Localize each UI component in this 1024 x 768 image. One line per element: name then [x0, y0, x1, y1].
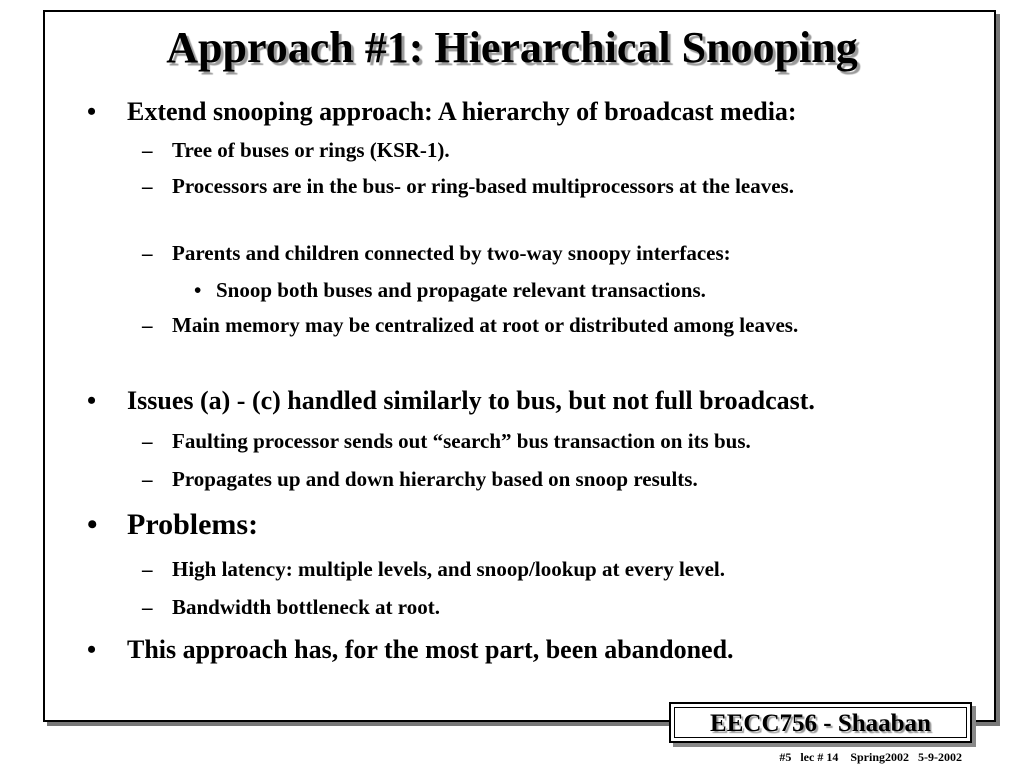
- dash-marker: –: [142, 174, 153, 198]
- bullet-text: Problems:: [127, 508, 259, 541]
- dash-marker: –: [142, 595, 153, 619]
- sub-bullet-text: Tree of buses or rings (KSR-1).: [172, 138, 450, 162]
- sub-bullet-text: Faulting processor sends out “search” bus transaction on its bus.: [172, 429, 751, 453]
- dash-marker: –: [142, 429, 153, 453]
- bullet-marker: •: [87, 386, 97, 415]
- bullet-marker: •: [87, 635, 97, 664]
- author-badge-label: EECC756 - Shaaban: [674, 707, 967, 738]
- sub-bullet-text: Bandwidth bottleneck at root.: [172, 595, 440, 619]
- author-badge: [669, 702, 972, 743]
- sub-sub-bullet-text: Snoop both buses and propagate relevant transactions.: [216, 278, 706, 302]
- bullet-text: Issues (a) - (c) handled similarly to bus, but not full broadcast.: [127, 386, 815, 415]
- sub-bullet-text: Processors are in the bus- or ring-based multiprocessors at the leaves.: [172, 174, 794, 198]
- sub-bullet-text: Parents and children connected by two-way snoopy interfaces:: [172, 241, 731, 265]
- sub-bullet-text: Main memory may be centralized at root or distributed among leaves.: [172, 313, 799, 337]
- dash-marker: –: [142, 241, 153, 265]
- dash-marker: –: [142, 467, 153, 491]
- slide-footer: #5 lec # 14 Spring2002 5-9-2002: [779, 750, 962, 764]
- bullet-text: Extend snooping approach: A hierarchy of broadcast media:: [127, 97, 797, 126]
- dash-marker: –: [142, 313, 153, 337]
- bullet-text: This approach has, for the most part, been abandoned.: [127, 635, 734, 664]
- dash-marker: –: [142, 138, 153, 162]
- bullet-marker: •: [87, 508, 98, 541]
- dash-marker: –: [142, 557, 153, 581]
- slide-title: Approach #1: Hierarchical Snooping: [166, 23, 858, 72]
- dot-marker: •: [194, 278, 202, 302]
- sub-bullet-text: Propagates up and down hierarchy based on snoop results.: [172, 467, 698, 491]
- sub-bullet-text: High latency: multiple levels, and snoop/lookup at every level.: [172, 557, 726, 581]
- bullet-marker: •: [87, 97, 97, 126]
